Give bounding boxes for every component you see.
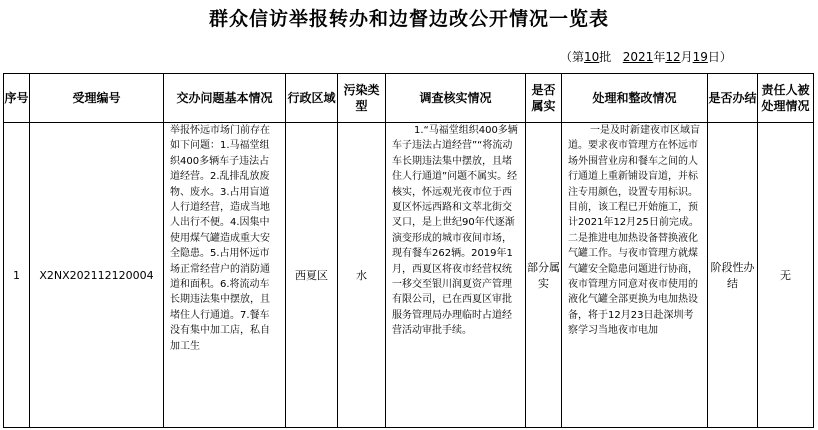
batch-day: 19 (692, 50, 708, 64)
header-problem: 交办问题基本情况 (164, 74, 286, 123)
page-title: 群众信访举报转办和边督边改公开情况一览表 (208, 8, 609, 30)
header-is-true: 是否属实 (526, 74, 562, 123)
header-case-id: 受理编号 (30, 74, 164, 123)
cell-case-id: X2NX202112120004 (30, 123, 164, 428)
header-handling: 处理和整改情况 (562, 74, 708, 123)
batch-month: 12 (665, 50, 681, 64)
header-responsible: 责任人被处理情况 (758, 74, 814, 123)
investigation-text: 1.“马福堂组织400多辆车子违法占道经营”“将流动车长期违法集中摆放，且堵住人行通道”问题不属实。经核实，怀远观光夜市位于西夏区怀远西路和文萃北街交叉口，是上世纪90年代逐渐演变形成的城市夜间市场，现有餐车262辆。2019年1月，西夏区将夜市经营权统一移交至银川润夏资产管理有限公司，已在西夏区审批服务管理局办理临时占道经营活动审批手续。 (392, 125, 518, 337)
header-index: 序号 (4, 74, 30, 123)
cell-problem (164, 123, 286, 428)
cell-responsible: 无 (758, 123, 814, 428)
header-region: 行政区域 (286, 74, 338, 123)
table-row (4, 123, 814, 428)
batch-year: 2021 (622, 50, 654, 64)
cell-is-closed: 阶段性办结 (708, 123, 758, 428)
header-pollution-type: 污染类型 (338, 74, 386, 123)
cell-index: 1 (4, 123, 30, 428)
batch-number: 10 (584, 50, 600, 64)
disclosure-table (3, 73, 814, 428)
cell-handling (562, 123, 708, 428)
problem-text: 举报怀远市场门前存在如下问题：1.马福堂组织400多辆车子违法占道经营。2.乱排乱放废物、废水。3.占用盲道人行道经营，造成当地人出行不便。4.因集中使用煤气罐造成重大安全隐患。5.占用怀远市场正常经营户的消防通道和面积。6.将流动车长期违法集中摆放，且堵住人行通道。7.餐车没有集中加工店，私自加工生 (170, 125, 270, 352)
batch-month-suffix: 月 (680, 50, 693, 64)
batch-suffix: 批 (599, 50, 612, 64)
cell-pollution-type: 水 (338, 123, 386, 428)
handling-text: 一是及时新建夜市区域盲道。要求夜市管理方在怀远市场外围营业房和餐车之间的人行通道上重新铺设盲道，并标注专用颜色，设置专用标识。目前，该工程已开始施工，预计2021年12月25日前完成。二是推进电加热设备替换液化气罐工作。与夜市管理方就煤气罐安全隐患问题进行协商，夜市管理方同意对夜市使用的液化气罐全部更换为电加热设备，将于12月23日赴深圳考察学习当地夜市电加 (568, 125, 700, 337)
cell-region: 西夏区 (286, 123, 338, 428)
cell-investigation (386, 123, 526, 428)
header-investigation: 调查核实情况 (386, 74, 526, 123)
batch-year-suffix: 年 (653, 50, 666, 64)
header-is-closed: 是否办结 (708, 74, 758, 123)
header-row (4, 74, 814, 123)
batch-prefix: （第 (560, 50, 585, 64)
batch-info (560, 48, 732, 65)
batch-day-suffix: 日） (707, 50, 732, 64)
cell-is-true: 部分属实 (526, 123, 562, 428)
